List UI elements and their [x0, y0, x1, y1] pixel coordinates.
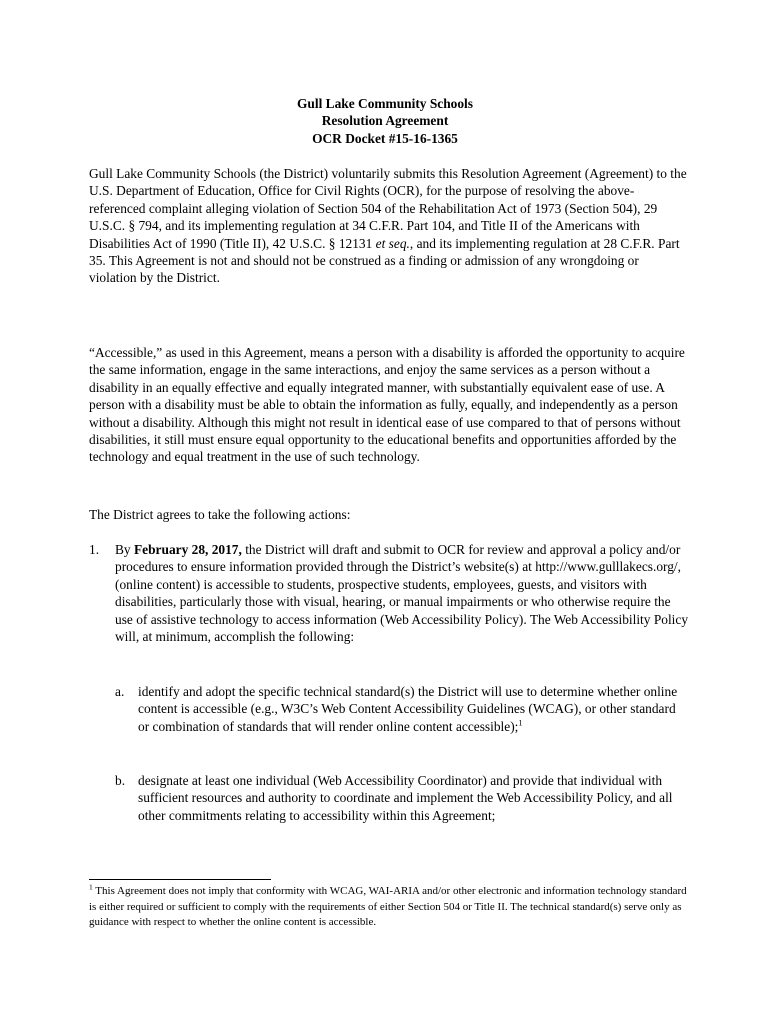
footnote-reference[interactable]: 1	[518, 717, 523, 728]
list-item-number: 1.	[89, 542, 100, 557]
sub-item-b-letter: b.	[115, 773, 126, 788]
sub-item-a-body: identify and adopt the specific technical standard(s) the District will use to determine whether online content is accessible (e.g., W3C’s Web Content Accessibility Guidelines (WCAG), or other standard or combination of standards that will render online content accessible);	[138, 684, 678, 734]
sub-item-a-text	[138, 683, 688, 735]
actions-intro-paragraph: The District agrees to take the following actions:	[89, 507, 351, 522]
footnote-mark: 1	[89, 882, 93, 892]
intro-text-start: Gull Lake Community Schools (the District) voluntarily submits this Resolution Agreement (Agreement) to the U.S. Department of Education, Office for Civil Rights (OCR), for the purpose of resolving the above-referenced complaint alleging violation of Section 504 of the Rehabilitation Act of 1973 (Section 504), 29 U.S.C. § 794, and its implementing regulation at 34 C.F.R. Part 104, and Title II of the Americans with Disabilities Act of 1990 (Title II), 42 U.S.C. § 12131	[89, 166, 687, 251]
document-title-block	[0, 95, 770, 147]
intro-italic-citation: et seq.	[375, 235, 410, 251]
district-name-heading: Gull Lake Community Schools	[297, 96, 473, 111]
footnote-divider	[89, 879, 271, 880]
intro-paragraph	[89, 165, 689, 287]
accessible-definition-paragraph: “Accessible,” as used in this Agreement, means a person with a disability is afforded the opportunity to acquire the same information, engage in the same interactions, and enjoy the same services as a person without a disability in an equally effective and equally integrated manner, with substantially equivalent ease of use. A person with a disability must be able to obtain the information as fully, equally, and independently as a person without a disability. Although this might not result in identical ease of use compared to that of persons without disabilities, it still must ensure equal opportunity to the educational benefits and opportunities afforded by the technology and equal treatment in the use of such technology.	[89, 345, 685, 465]
item1-body: the District will draft and submit to OCR for review and approval a policy and/or procedures to ensure information provided through the District’s website(s) at http://www.gulllakecs.org/, (online content) is accessible to students, prospective students, employees, guests, and visitors with disabilities, particularly those with visual, hearing, or manual impairments or who otherwise require the use of assistive technology to access information (Web Accessibility Policy). The Web Accessibility Policy will, at minimum, accomplish the following:	[115, 542, 689, 645]
footnote	[89, 884, 689, 931]
list-item-1-text	[115, 541, 690, 645]
item1-deadline-date: February 28, 2017,	[133, 542, 242, 557]
footnote-text: This Agreement does not imply that conformity with WCAG, WAI-ARIA and/or other electronic and information technology standard is either required or sufficient to comply with the requirements of either Section 504 or Title II. The technical standard(s) serve only as guidance with respect to whether the online content is accessible.	[89, 885, 687, 928]
sub-item-a-letter: a.	[115, 684, 125, 699]
sub-item-b-text: designate at least one individual (Web Accessibility Coordinator) and provide that individual with sufficient resources and authority to coordinate and implement the Web Accessibility Policy, and all other commitments relating to accessibility within this Agreement;	[138, 773, 673, 823]
intro-text-end: , and its implementing regulation at 28 C.F.R. Part 35. This Agreement is not and should not be construed as a finding or admission of any wrongdoing or violation by the District.	[89, 235, 680, 286]
docket-number-heading: OCR Docket #15-16-1365	[312, 130, 458, 146]
item1-prefix: By	[115, 542, 134, 557]
agreement-type-heading: Resolution Agreement	[321, 113, 449, 129]
